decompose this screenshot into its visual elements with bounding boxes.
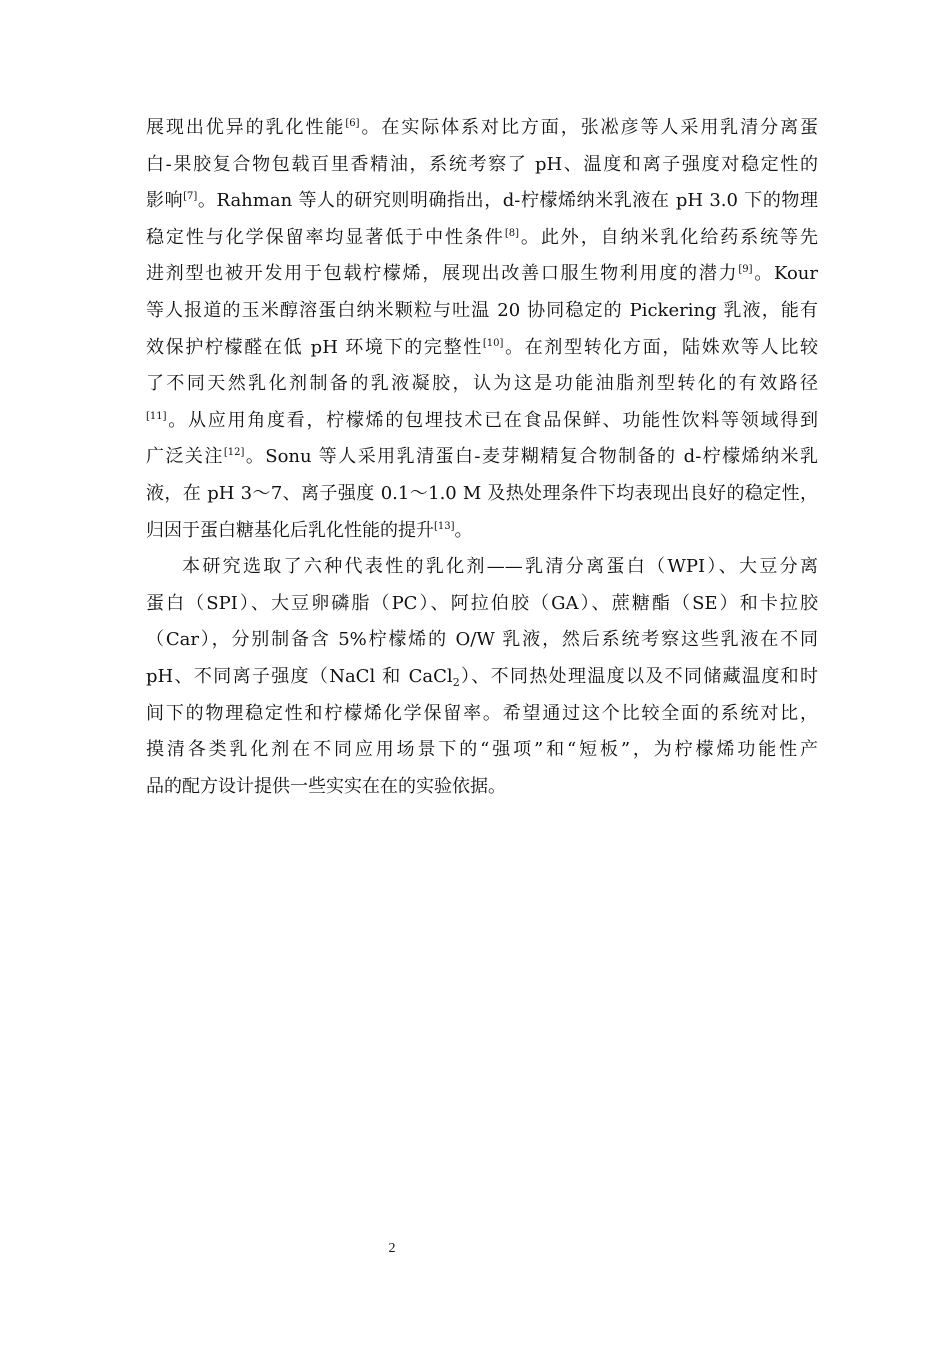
text-run: 等人报道的玉米醇溶蛋白纳米颗粒与吐温 20 协同稳定的 Pickering 乳液，能有	[146, 299, 818, 321]
text-run: ）、不同热处理温度以及不同储藏温度和时	[459, 665, 818, 687]
text-line	[146, 732, 818, 769]
text-line	[146, 586, 818, 623]
subscript: 2	[452, 675, 460, 689]
citation-ref: [8]	[504, 227, 519, 239]
text-run: 效保护柠檬醛在低 pH 环境下的完整性	[146, 336, 483, 358]
text-line	[146, 622, 818, 659]
text-run: 了不同天然乳化剂制备的乳液凝胶，认为这是功能油脂剂型转化的有效路径	[146, 373, 818, 395]
text-line	[146, 256, 818, 293]
text-line	[146, 476, 818, 513]
text-run: 广泛关注	[146, 446, 224, 468]
text-run: 蛋白（SPI）、大豆卵磷脂（PC）、阿拉伯胶（GA）、蔗糖酯（SE）和卡拉胶	[146, 592, 818, 614]
text-line	[146, 147, 818, 184]
text-line	[146, 549, 818, 586]
text-run: 品的配方设计提供一些实实在在的实验依据。	[146, 775, 506, 797]
text-run: 。从应用角度看，柠檬烯的包埋技术已在食品保鲜、功能性饮料等领域得到	[166, 409, 818, 431]
citation-ref: [9]	[738, 264, 753, 276]
body-text	[146, 110, 818, 805]
text-line	[146, 513, 818, 550]
paragraph	[146, 110, 818, 549]
citation-ref: [7]	[183, 191, 198, 203]
text-run: 。Kour	[752, 263, 819, 285]
text-run: 进剂型也被开发用于包载柠檬烯，展现出改善口服生物利用度的潜力	[146, 263, 739, 285]
text-run: 。在实际体系对比方面，张凇彦等人采用乳清分离蛋	[359, 117, 818, 138]
citation-ref: [6]	[345, 118, 360, 129]
citation-ref: [12]	[223, 447, 245, 459]
text-line	[146, 366, 818, 403]
page-number: 2	[388, 1241, 396, 1256]
text-line	[146, 330, 818, 367]
citation-ref: [13]	[434, 520, 455, 532]
text-run: 。在剂型转化方面，陆姝欢等人比较	[503, 336, 818, 358]
text-line	[146, 110, 818, 147]
text-line	[146, 403, 818, 440]
text-run: 。Rahman 等人的研究则明确指出，d-柠檬烯纳米乳液在 pH 3.0 下的物理	[197, 190, 818, 212]
text-run: 归因于蛋白糖基化后乳化性能的提升	[146, 519, 434, 541]
text-run: 。	[454, 519, 473, 541]
text-run: 稳定性与化学保留率均显著低于中性条件	[146, 226, 505, 248]
text-line	[146, 439, 818, 476]
citation-ref: [10]	[482, 337, 504, 349]
text-run: 间下的物理稳定性和柠檬烯化学保留率。希望通过这个比较全面的系统对比，	[146, 702, 818, 724]
text-run: 液，在 pH 3～7、离子强度 0.1～1.0 M 及热处理条件下均表现出良好的稳定性，	[146, 482, 818, 504]
text-run: 本研究选取了六种代表性的乳化剂——乳清分离蛋白（WPI）、大豆分离	[182, 556, 818, 578]
paragraph	[146, 549, 818, 805]
text-line	[146, 220, 818, 257]
text-run: 。Sonu 等人采用乳清蛋白-麦芽糊精复合物制备的 d-柠檬烯纳米乳	[244, 446, 819, 468]
citation-ref: [11]	[146, 410, 167, 422]
text-run: 展现出优异的乳化性能	[146, 117, 346, 138]
text-line	[146, 293, 818, 330]
text-line	[146, 696, 818, 733]
text-run: 白-果胶复合物包载百里香精油，系统考察了 pH、温度和离子强度对稳定性的	[146, 153, 818, 175]
text-run: 影响	[146, 190, 184, 212]
text-line	[146, 659, 818, 696]
text-run: 。此外，自纳米乳化给药系统等先	[519, 226, 819, 248]
text-run: pH、不同离子强度（NaCl 和 CaCl	[146, 665, 453, 687]
text-run: 摸清各类乳化剂在不同应用场景下的“强项”和“短板”，为柠檬烯功能性产	[146, 739, 818, 761]
text-line	[146, 769, 818, 806]
text-run: （Car），分别制备含 5%柠檬烯的 O/W 乳液，然后系统考察这些乳液在不同	[146, 629, 818, 651]
text-line	[146, 183, 818, 220]
